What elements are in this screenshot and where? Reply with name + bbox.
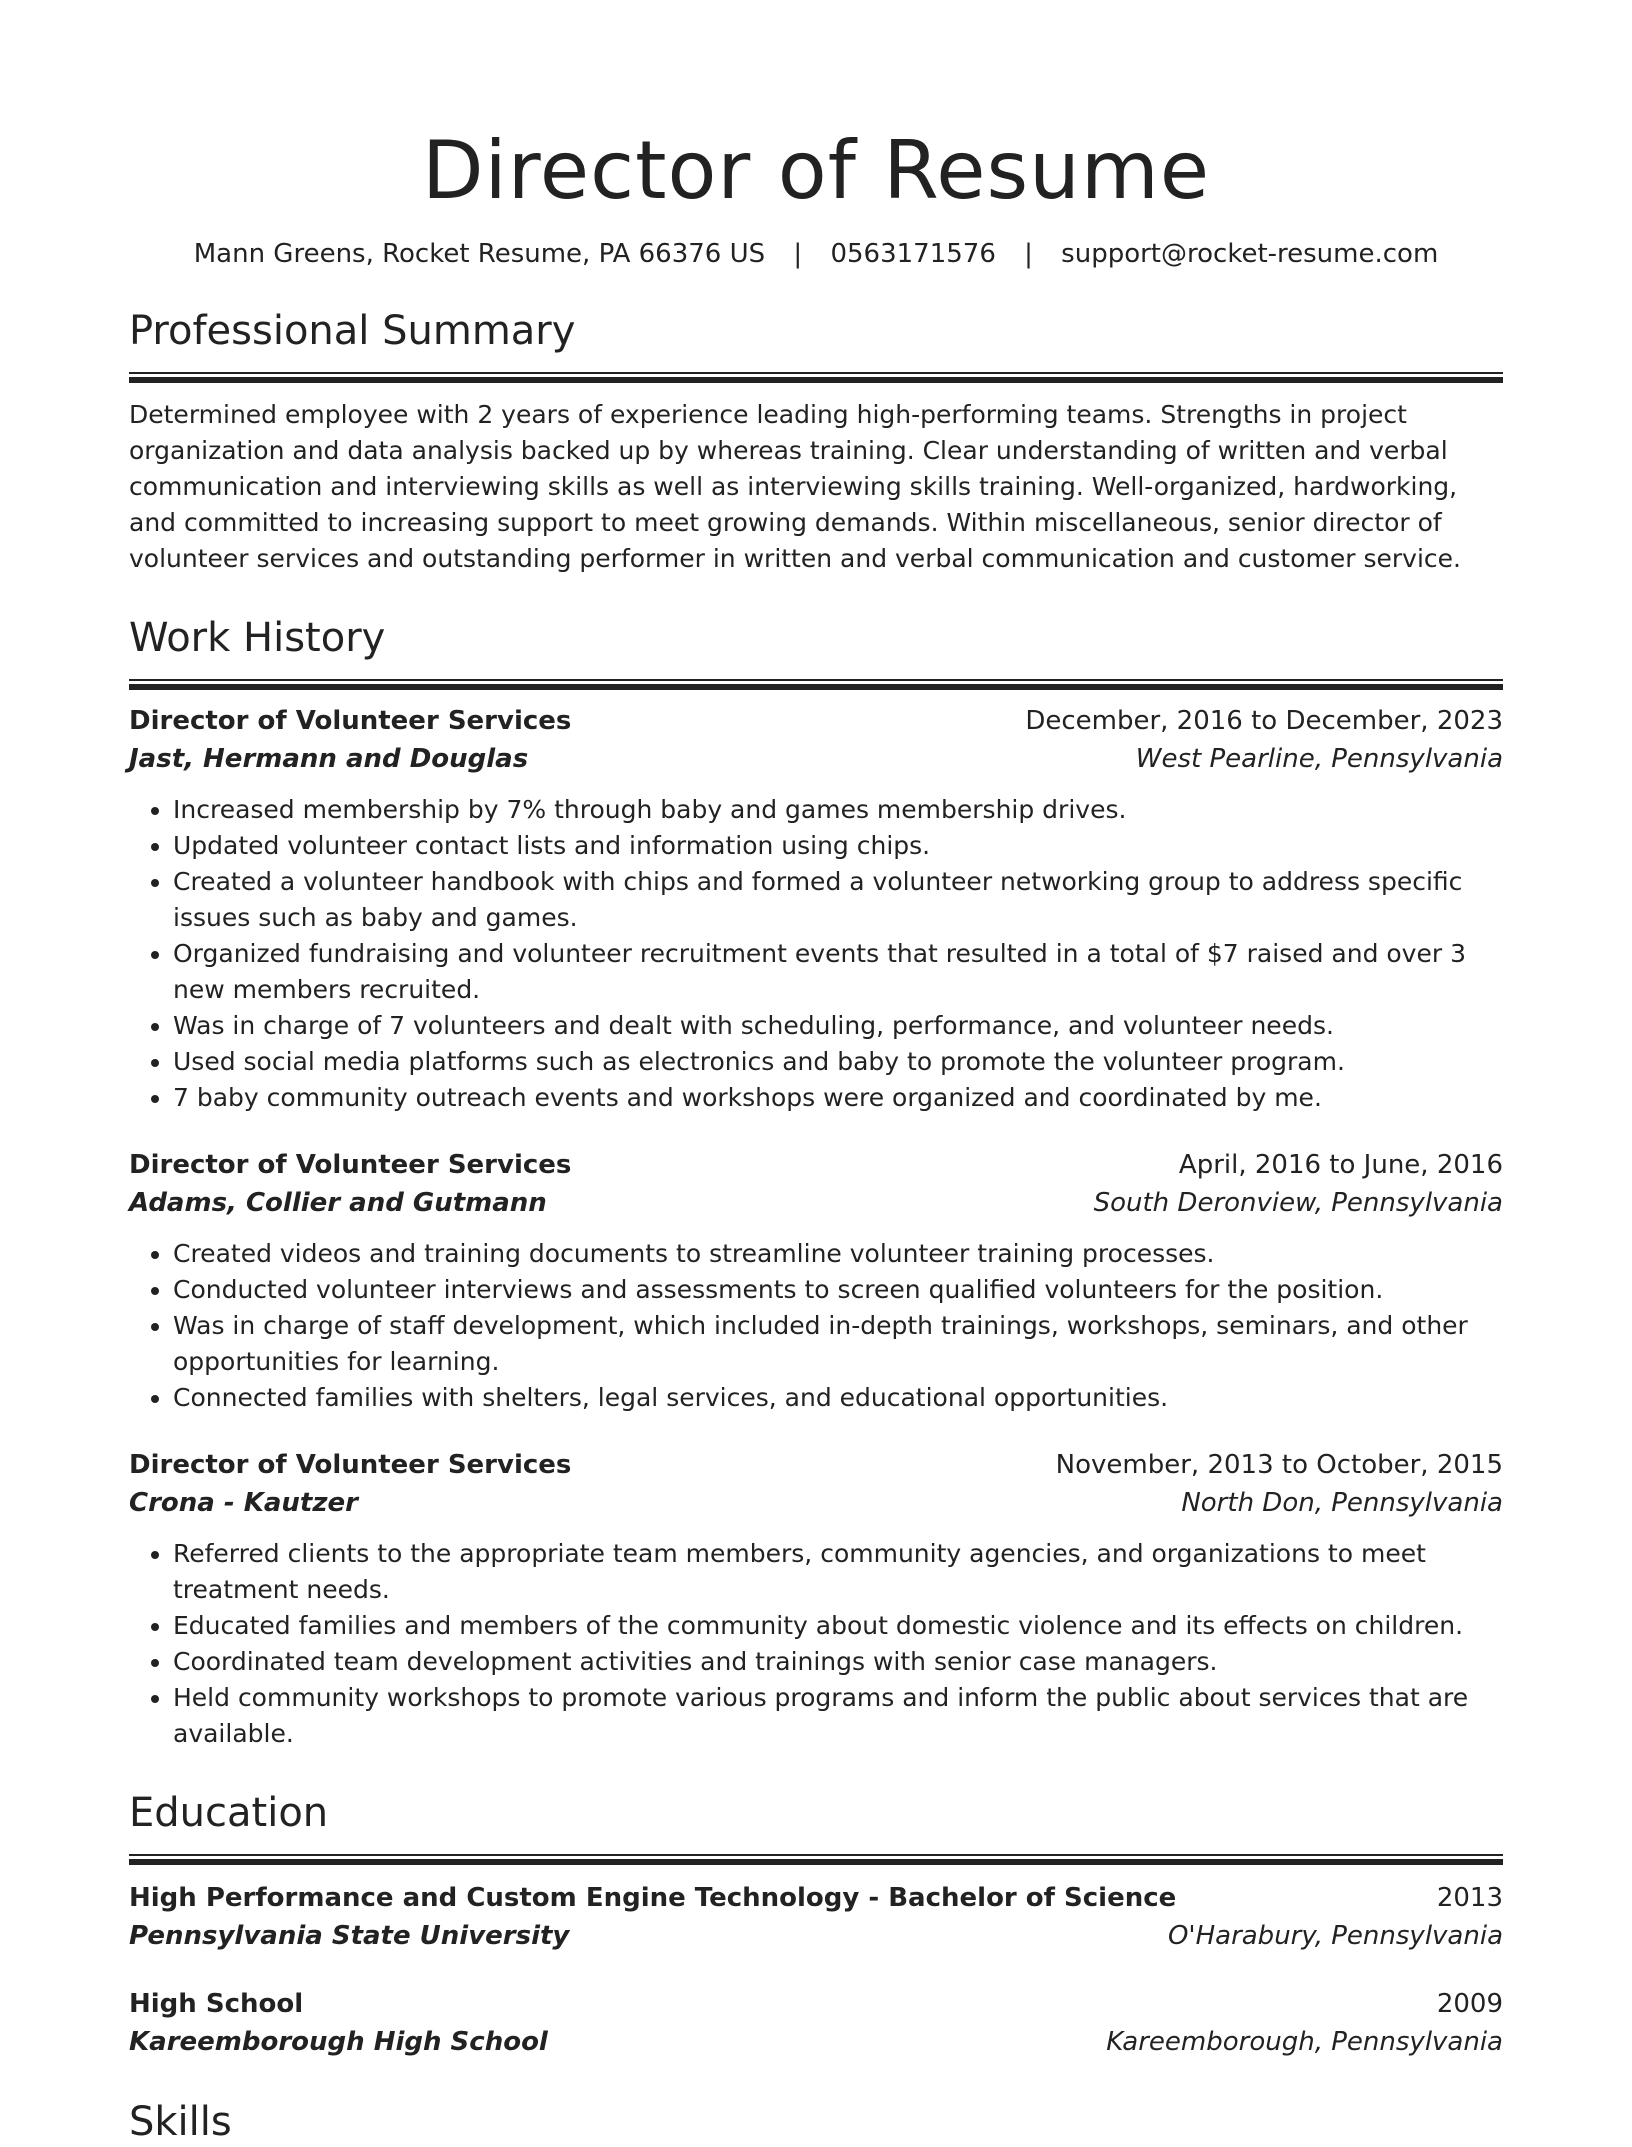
section-divider [129, 679, 1503, 684]
job-bullet: • Educated families and members of the community about domestic violence and its effects on children. [173, 1608, 1503, 1644]
education-heading: Education [129, 1790, 329, 1836]
job-bullet: • Organized fundraising and volunteer recruitment events that resulted in a total of $7 raised and over 3 new members recruited. [173, 936, 1503, 1008]
job-entry [129, 702, 1503, 1116]
job-bullets [129, 1236, 1503, 1416]
job-entry [129, 1446, 1503, 1752]
education-school: Kareemborough High School [129, 2027, 548, 2057]
job-bullet: • Increased membership by 7% through baby and games membership drives. [173, 792, 1503, 828]
job-bullets [129, 792, 1503, 1116]
job-bullet: • Conducted volunteer interviews and assessments to screen qualified volunteers for the position. [173, 1272, 1503, 1308]
contact-separator: | [793, 239, 803, 269]
job-location: South Deronview, Pennsylvania [1093, 1188, 1503, 1218]
job-bullet: • Created videos and training documents to streamline volunteer training processes. [173, 1236, 1503, 1272]
education-year: 2013 [1436, 1883, 1503, 1913]
job-bullet: • Updated volunteer contact lists and information using chips. [173, 828, 1503, 864]
job-bullet: • 7 baby community outreach events and workshops were organized and coordinated by me. [173, 1080, 1503, 1116]
job-bullet: • Was in charge of 7 volunteers and dealt with scheduling, performance, and volunteer needs. [173, 1008, 1503, 1044]
job-location: North Don, Pennsylvania [1181, 1488, 1503, 1518]
job-employer: Crona - Kautzer [129, 1488, 358, 1518]
job-bullet: • Connected families with shelters, legal services, and educational opportunities. [173, 1380, 1503, 1416]
education-school: Pennsylvania State University [129, 1921, 570, 1951]
education-degree: High Performance and Custom Engine Technology - Bachelor of Science [129, 1883, 1177, 1913]
contact-address: Mann Greens, Rocket Resume, PA 66376 US [193, 239, 766, 269]
job-dates: December, 2016 to December, 2023 [1025, 706, 1503, 736]
summary-heading: Professional Summary [129, 308, 576, 354]
job-bullet: • Was in charge of staff development, which included in-depth trainings, workshops, seminars, and other opportunities for learning. [173, 1308, 1503, 1380]
resume-name: Director of Resume [421, 124, 1211, 217]
job-employer: Jast, Hermann and Douglas [129, 744, 529, 774]
section-divider [129, 372, 1503, 377]
education-entry [129, 1985, 1503, 2061]
education-degree: High School [129, 1989, 304, 2019]
job-title: Director of Volunteer Services [129, 1150, 572, 1180]
contact-phone: 0563171576 [830, 239, 996, 269]
section-divider [129, 1854, 1503, 1859]
job-bullet: • Created a volunteer handbook with chips and formed a volunteer networking group to address specific issues such as baby and games. [173, 864, 1503, 936]
job-dates: November, 2013 to October, 2015 [1055, 1450, 1503, 1480]
work-history-heading: Work History [129, 615, 386, 661]
education-location: Kareemborough, Pennsylvania [1106, 2027, 1503, 2057]
job-bullet: • Referred clients to the appropriate team members, community agencies, and organizations to meet treatment needs. [173, 1536, 1503, 1608]
job-entry [129, 1146, 1503, 1416]
summary-text: Determined employee with 2 years of experience leading high-performing teams. Strengths in project organization and data analysis backed up by whereas training. Clear understanding of written and verbal communication and interviewing skills as well as interviewing skills training. Well-organized, hardworking, and committed to increasing support to meet growing demands. Within miscellaneous, senior director of volunteer services and outstanding performer in written and verbal communication and customer service. [129, 400, 1461, 573]
education-location: O'Harabury, Pennsylvania [1167, 1921, 1503, 1951]
skills-heading: Skills [129, 2099, 232, 2145]
contact-line [129, 238, 1503, 270]
education-year: 2009 [1436, 1989, 1503, 2019]
contact-separator: | [1024, 239, 1033, 269]
job-employer: Adams, Collier and Gutmann [129, 1188, 547, 1218]
contact-email: support@rocket-resume.com [1061, 239, 1439, 269]
job-title: Director of Volunteer Services [129, 1450, 572, 1480]
education-entry [129, 1879, 1503, 1955]
job-bullet: • Used social media platforms such as electronics and baby to promote the volunteer program. [173, 1044, 1503, 1080]
job-title: Director of Volunteer Services [129, 706, 572, 736]
job-location: West Pearline, Pennsylvania [1135, 744, 1503, 774]
job-bullets [129, 1536, 1503, 1752]
resume-page [129, 0, 1503, 2147]
job-bullet: • Coordinated team development activities and trainings with senior case managers. [173, 1644, 1503, 1680]
job-bullet: • Held community workshops to promote various programs and inform the public about services that are available. [173, 1680, 1503, 1752]
job-dates: April, 2016 to June, 2016 [1178, 1150, 1503, 1180]
